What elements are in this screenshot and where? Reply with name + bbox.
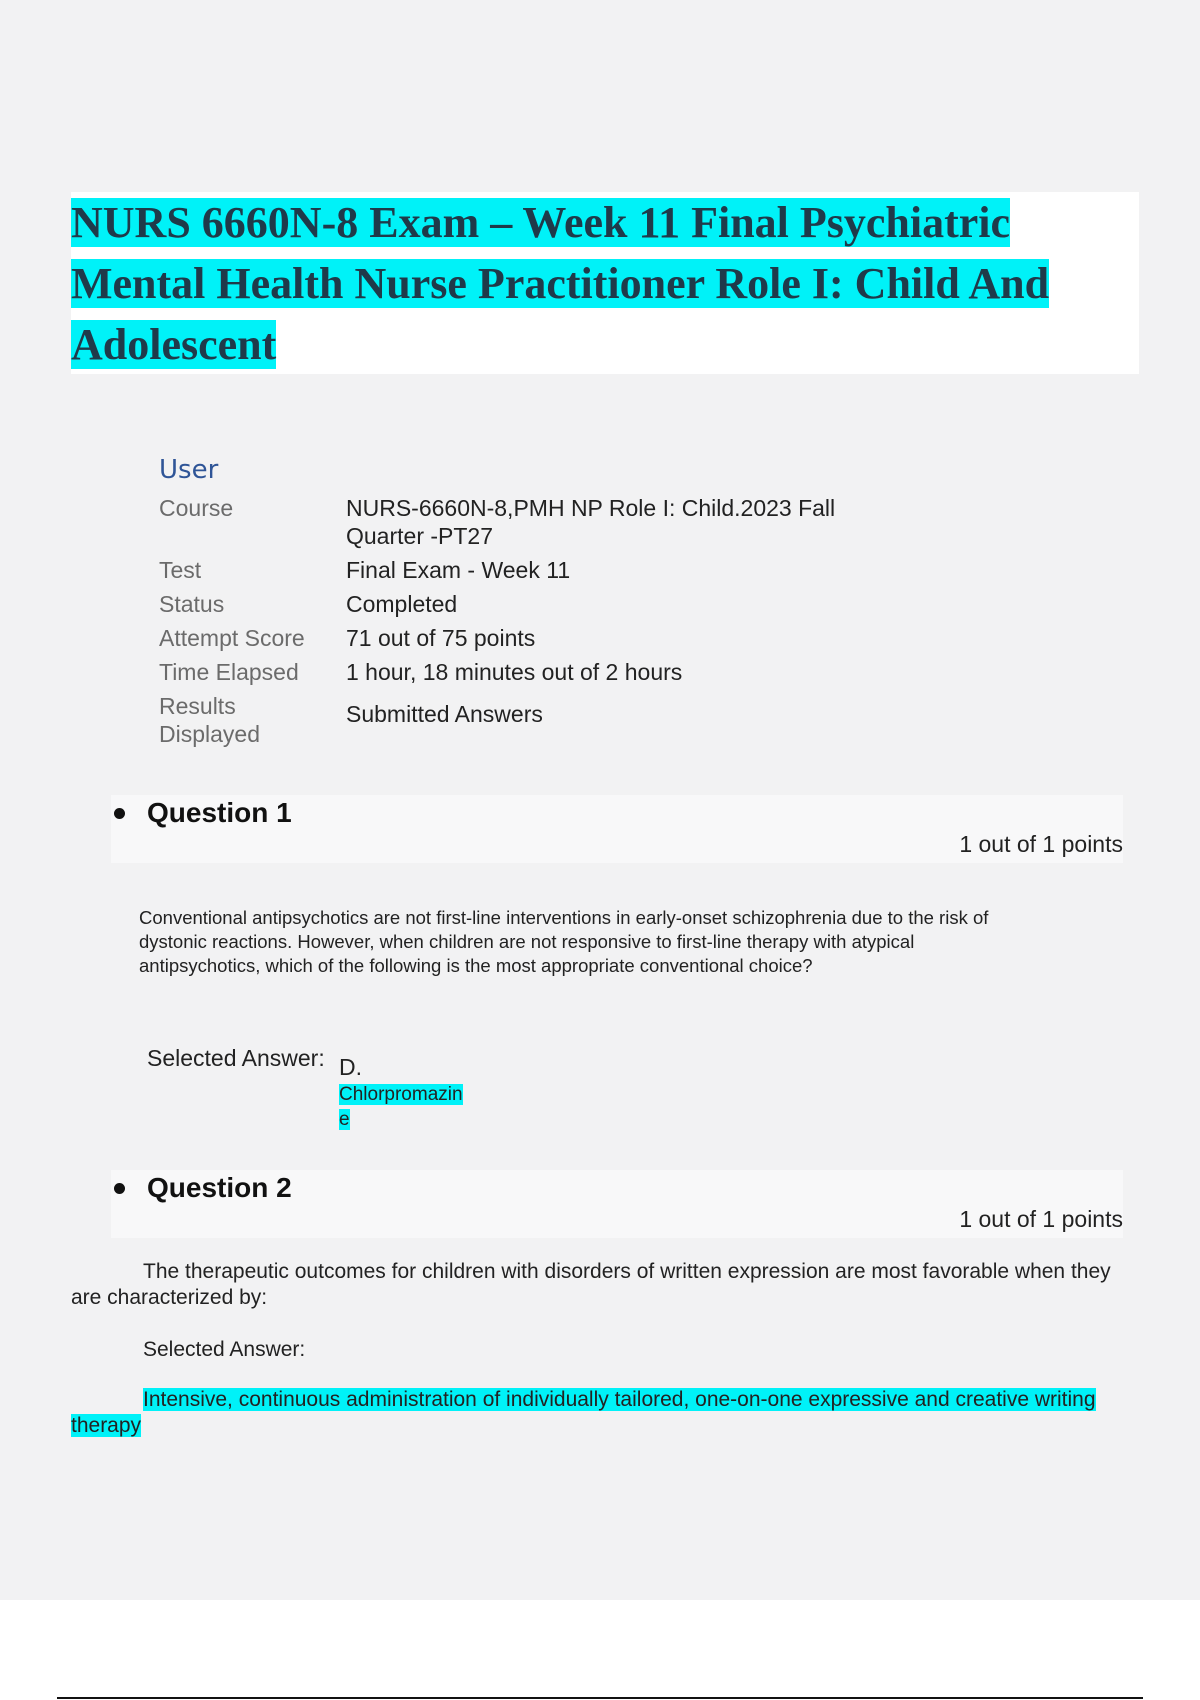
selected-answer-value (339, 1044, 469, 1132)
question-1-selected-answer (147, 1044, 469, 1132)
info-row-attempt-score (159, 624, 919, 652)
question-2-selected-answer (71, 1387, 1131, 1439)
info-value: Submitted Answers (346, 701, 543, 727)
info-row-test (159, 556, 919, 584)
answer-highlight: Chlorpromazine (339, 1084, 463, 1130)
attempt-info (159, 452, 919, 754)
question-points: 1 out of 1 points (959, 831, 1123, 857)
question-2-text: The therapeutic outcomes for children with disorders of written expression are most favorable when they are characterized by: (71, 1260, 1111, 1309)
title-block (71, 192, 1139, 374)
info-value: NURS-6660N-8,PMH NP Role I: Child.2023 Fall Quarter -PT27 (346, 495, 836, 549)
info-label: Status (159, 591, 225, 617)
question-2-header (111, 1170, 1123, 1238)
user-heading: User (159, 455, 219, 485)
info-value: Final Exam - Week 11 (346, 557, 571, 583)
info-row-time-elapsed (159, 658, 919, 686)
bullet-icon (114, 808, 125, 819)
question-1-text: Conventional antipsychotics are not first-line interventions in early-onset schizophrenia due to the risk of dystonic reactions. However, when children are not responsive to first-line therapy with atypical antipsychotics, which of the following is the most appropriate conventional choice? (139, 907, 989, 976)
info-label: Attempt Score (159, 625, 305, 651)
title-highlight: NURS 6660N-8 Exam – Week 11 Final Psychiatric Mental Health Nurse Practitioner Role I: Child And Adolescent (71, 198, 1050, 369)
document-title (71, 192, 1111, 375)
info-label: Course (159, 495, 234, 521)
info-row-status (159, 590, 919, 618)
info-label: Test (159, 557, 202, 583)
bullet-icon (114, 1183, 125, 1194)
info-value: Completed (346, 591, 458, 617)
footer-divider (57, 1697, 1143, 1699)
info-value: 71 out of 75 points (346, 625, 536, 651)
selected-answer-letter: D. (339, 1054, 362, 1080)
answer-highlight: Intensive, continuous administration of individually tailored, one-on-one expressive and creative writing therapy (71, 1388, 1096, 1437)
info-label: Time Elapsed (159, 659, 299, 685)
selected-answer-label: Selected Answer: (147, 1045, 325, 1071)
info-row-course (159, 494, 919, 550)
selected-answer-label: Selected Answer: (143, 1338, 306, 1361)
info-value: 1 hour, 18 minutes out of 2 hours (346, 659, 683, 685)
info-row-results-displayed (159, 692, 919, 748)
question-title: Question 2 (147, 1172, 292, 1203)
question-points: 1 out of 1 points (959, 1206, 1123, 1232)
question-1-header (111, 795, 1123, 863)
question-title: Question 1 (147, 797, 292, 828)
selected-answer-text (339, 1082, 469, 1132)
info-label: Results Displayed (159, 693, 260, 747)
